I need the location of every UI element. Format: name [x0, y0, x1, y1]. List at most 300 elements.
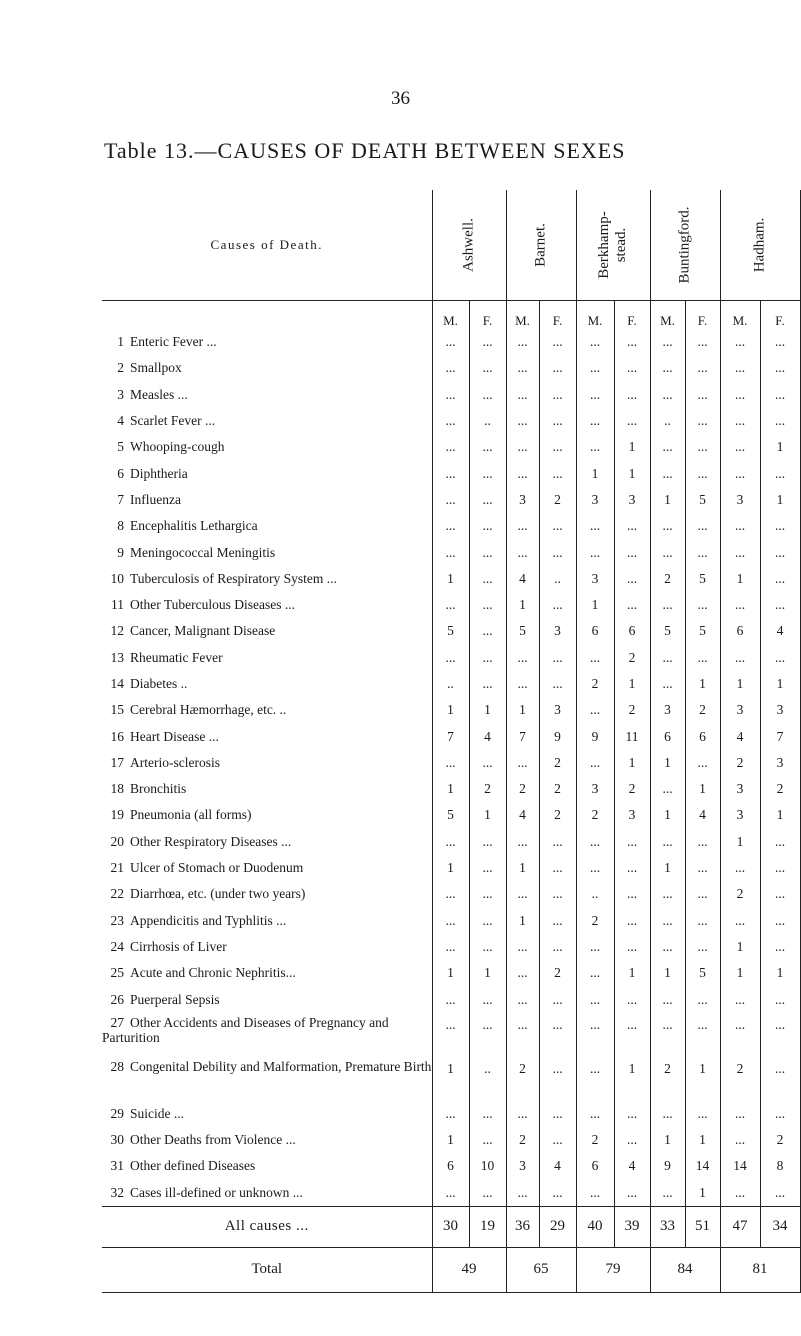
value-cell: 11 — [614, 723, 650, 749]
table-row — [102, 960, 800, 986]
causes-of-death-table — [102, 190, 790, 1293]
table-title: Table 13.—CAUSES OF DEATH BETWEEN SEXES — [104, 138, 626, 163]
value-cell: ... — [650, 776, 685, 802]
row-number: 19 — [110, 807, 124, 823]
cause-cell — [102, 697, 432, 723]
value-cell: ... — [506, 1013, 539, 1057]
value-cell: ... — [469, 986, 506, 1012]
cause-name: Cancer, Malignant Disease — [130, 623, 276, 639]
table-row — [102, 1057, 800, 1101]
value-cell: ... — [432, 382, 469, 408]
value-cell: 2 — [614, 645, 650, 671]
value-cell: ... — [720, 355, 760, 381]
row-number: 20 — [110, 833, 124, 849]
value-cell: ... — [539, 855, 576, 881]
value-cell: 1 — [685, 776, 720, 802]
sex-label-m: M. — [506, 301, 539, 330]
all-causes-value: 33 — [650, 1206, 685, 1247]
value-cell: ... — [720, 513, 760, 539]
sex-label-m: M. — [432, 301, 469, 330]
value-cell: ... — [506, 408, 539, 434]
row-number: 30 — [110, 1132, 124, 1148]
cause-name: Measles ... — [130, 386, 188, 402]
cause-name: Heart Disease ... — [130, 728, 219, 744]
value-cell: ... — [760, 855, 800, 881]
value-cell: 1 — [685, 1057, 720, 1101]
row-number: 28 — [110, 1058, 124, 1074]
value-cell: 4 — [760, 618, 800, 644]
value-cell: ... — [760, 645, 800, 671]
value-cell: 3 — [720, 776, 760, 802]
value-cell: ... — [614, 1013, 650, 1057]
value-cell: 3 — [760, 750, 800, 776]
cause-name: Other Tuberculous Diseases ... — [130, 597, 295, 613]
value-cell: ... — [614, 986, 650, 1012]
value-cell: 1 — [650, 960, 685, 986]
value-cell: .. — [469, 1057, 506, 1101]
value-cell: ... — [685, 934, 720, 960]
value-cell: 3 — [720, 487, 760, 513]
value-cell: 14 — [720, 1153, 760, 1179]
value-cell: ... — [539, 513, 576, 539]
value-cell: 1 — [614, 960, 650, 986]
value-cell: 1 — [650, 855, 685, 881]
all-causes-value: 30 — [432, 1206, 469, 1247]
value-cell: 6 — [432, 1153, 469, 1179]
value-cell: ... — [685, 829, 720, 855]
cause-cell — [102, 802, 432, 828]
cause-name: Pneumonia (all forms) — [130, 807, 252, 823]
value-cell: ... — [760, 908, 800, 934]
value-cell: ... — [506, 460, 539, 486]
value-cell: ... — [469, 329, 506, 355]
value-cell: ... — [720, 1101, 760, 1127]
value-cell: 1 — [760, 802, 800, 828]
table-row — [102, 829, 800, 855]
value-cell: 3 — [720, 697, 760, 723]
value-cell: 5 — [506, 618, 539, 644]
value-cell: ... — [539, 934, 576, 960]
value-cell: .. — [539, 566, 576, 592]
value-cell: ... — [685, 855, 720, 881]
value-cell: 1 — [506, 592, 539, 618]
value-cell: ... — [576, 1180, 614, 1207]
district-header-buntingford: Buntingford. — [650, 190, 720, 301]
value-cell: 1 — [432, 960, 469, 986]
value-cell: ... — [432, 829, 469, 855]
value-cell: ... — [432, 1013, 469, 1057]
value-cell: ... — [539, 408, 576, 434]
value-cell: ... — [576, 750, 614, 776]
row-number: 2 — [117, 360, 124, 376]
value-cell: ... — [720, 645, 760, 671]
value-cell: ... — [650, 986, 685, 1012]
table-row — [102, 329, 800, 355]
value-cell: ... — [469, 566, 506, 592]
value-cell: ... — [469, 750, 506, 776]
value-cell: 6 — [650, 723, 685, 749]
value-cell: 7 — [506, 723, 539, 749]
value-cell: ... — [539, 881, 576, 907]
value-cell: 4 — [506, 566, 539, 592]
cause-name: Acute and Chronic Nephritis... — [130, 965, 296, 981]
value-cell: ... — [539, 1057, 576, 1101]
row-number: 23 — [110, 912, 124, 928]
value-cell: ... — [539, 829, 576, 855]
value-cell: ... — [506, 382, 539, 408]
value-cell: ... — [539, 1013, 576, 1057]
sex-label-f: F. — [539, 301, 576, 330]
value-cell: 3 — [506, 1153, 539, 1179]
cause-cell — [102, 960, 432, 986]
value-cell: ... — [469, 355, 506, 381]
value-cell: ... — [650, 592, 685, 618]
cause-name: Other Deaths from Violence ... — [130, 1132, 296, 1148]
value-cell: 3 — [614, 487, 650, 513]
value-cell: ... — [469, 1013, 506, 1057]
value-cell: ... — [432, 934, 469, 960]
value-cell: 1 — [432, 566, 469, 592]
value-cell: .. — [576, 881, 614, 907]
value-cell: ... — [506, 881, 539, 907]
sex-label-f: F. — [614, 301, 650, 330]
value-cell: 3 — [576, 487, 614, 513]
value-cell: ... — [760, 355, 800, 381]
cause-name: Other Respiratory Diseases ... — [130, 833, 292, 849]
value-cell: 1 — [650, 487, 685, 513]
row-number: 8 — [117, 518, 124, 534]
total-value: 81 — [720, 1247, 800, 1292]
value-cell: 2 — [469, 776, 506, 802]
all-causes-value: 29 — [539, 1206, 576, 1247]
value-cell: ... — [506, 1101, 539, 1127]
value-cell: ... — [685, 1101, 720, 1127]
cause-name: Other defined Diseases — [130, 1158, 256, 1174]
value-cell: ... — [432, 908, 469, 934]
value-cell: 4 — [506, 802, 539, 828]
value-cell: ... — [539, 539, 576, 565]
row-number: 32 — [110, 1184, 124, 1200]
value-cell: 2 — [506, 1057, 539, 1101]
all-causes-value: 47 — [720, 1206, 760, 1247]
table-row — [102, 566, 800, 592]
value-cell: ... — [539, 1101, 576, 1127]
value-cell: ... — [506, 750, 539, 776]
value-cell: 2 — [506, 776, 539, 802]
cause-name: Whooping-cough — [130, 439, 225, 455]
cause-name: Bronchitis — [130, 781, 187, 797]
table-row — [102, 645, 800, 671]
value-cell: ... — [576, 829, 614, 855]
value-cell: ... — [539, 671, 576, 697]
table-row — [102, 539, 800, 565]
value-cell: ... — [539, 986, 576, 1012]
value-cell: ... — [685, 908, 720, 934]
row-number: 16 — [110, 728, 124, 744]
value-cell: 2 — [720, 750, 760, 776]
total-value: 65 — [506, 1247, 576, 1292]
value-cell: 5 — [432, 618, 469, 644]
table-row — [102, 487, 800, 513]
value-cell: ... — [576, 645, 614, 671]
row-number: 21 — [110, 860, 124, 876]
value-cell: ... — [720, 855, 760, 881]
value-cell: ... — [432, 513, 469, 539]
value-cell: ... — [469, 934, 506, 960]
value-cell: ... — [469, 1180, 506, 1207]
value-cell: ... — [432, 1180, 469, 1207]
cause-name: Influenza — [130, 491, 181, 507]
value-cell: ... — [614, 539, 650, 565]
table-row — [102, 618, 800, 644]
value-cell: ... — [685, 408, 720, 434]
value-cell: ... — [685, 1013, 720, 1057]
row-number: 9 — [117, 544, 124, 560]
cause-name: Cirrhosis of Liver — [130, 938, 227, 954]
value-cell: 7 — [760, 723, 800, 749]
value-cell: 6 — [614, 618, 650, 644]
value-cell: ... — [432, 592, 469, 618]
value-cell: ... — [469, 618, 506, 644]
cause-cell — [102, 829, 432, 855]
cause-name: Puerperal Sepsis — [130, 991, 220, 1007]
cause-cell — [102, 723, 432, 749]
row-number: 14 — [110, 676, 124, 691]
value-cell: ... — [576, 408, 614, 434]
value-cell: ... — [650, 434, 685, 460]
value-cell: 1 — [614, 1057, 650, 1101]
value-cell: ... — [539, 434, 576, 460]
cause-cell — [102, 1180, 432, 1207]
value-cell: 6 — [576, 618, 614, 644]
row-number: 5 — [117, 439, 124, 455]
value-cell: 2 — [614, 697, 650, 723]
value-cell: 7 — [432, 723, 469, 749]
cause-cell — [102, 566, 432, 592]
row-number: 1 — [117, 334, 124, 350]
cause-name: Tuberculosis of Respiratory System ... — [130, 570, 337, 586]
value-cell: ... — [720, 1013, 760, 1057]
cause-rows — [102, 329, 800, 1206]
value-cell: ... — [576, 513, 614, 539]
value-cell: ... — [650, 908, 685, 934]
value-cell: 1 — [720, 566, 760, 592]
value-cell: ... — [685, 592, 720, 618]
all-causes-value: 19 — [469, 1206, 506, 1247]
table-row — [102, 881, 800, 907]
value-cell: ... — [720, 592, 760, 618]
value-cell: ... — [432, 487, 469, 513]
value-cell: 2 — [760, 776, 800, 802]
cause-cell — [102, 671, 432, 697]
value-cell: ... — [432, 329, 469, 355]
value-cell: ... — [539, 460, 576, 486]
value-cell: ... — [650, 1013, 685, 1057]
value-cell: ... — [650, 460, 685, 486]
total-value: 49 — [432, 1247, 506, 1292]
value-cell: ... — [614, 592, 650, 618]
all-causes-value: 34 — [760, 1206, 800, 1247]
value-cell: ... — [469, 539, 506, 565]
value-cell: ... — [469, 592, 506, 618]
value-cell: 10 — [469, 1153, 506, 1179]
value-cell: ... — [469, 513, 506, 539]
value-cell: ... — [432, 355, 469, 381]
row-number: 12 — [110, 623, 124, 639]
value-cell: ... — [650, 881, 685, 907]
value-cell: ... — [506, 671, 539, 697]
cause-name: Other Accidents and Diseases of Pregnancy and Parturition — [102, 1014, 389, 1045]
value-cell: ... — [469, 382, 506, 408]
table-row — [102, 408, 800, 434]
value-cell: ... — [760, 1101, 800, 1127]
value-cell: 2 — [576, 671, 614, 697]
value-cell: 2 — [720, 1057, 760, 1101]
value-cell: 3 — [760, 697, 800, 723]
value-cell: 5 — [685, 618, 720, 644]
value-cell: 9 — [576, 723, 614, 749]
value-cell: ... — [614, 908, 650, 934]
row-number: 27 — [110, 1014, 124, 1030]
value-cell: ... — [685, 513, 720, 539]
value-cell: ... — [614, 855, 650, 881]
value-cell: 9 — [650, 1153, 685, 1179]
district-header-row — [102, 190, 800, 301]
value-cell: ... — [506, 645, 539, 671]
value-cell: 1 — [506, 855, 539, 881]
value-cell: ... — [650, 539, 685, 565]
value-cell: ... — [539, 329, 576, 355]
value-cell: ... — [469, 645, 506, 671]
value-cell: 1 — [432, 776, 469, 802]
value-cell: 1 — [614, 671, 650, 697]
cause-name: Suicide ... — [130, 1105, 184, 1121]
value-cell: ... — [614, 408, 650, 434]
value-cell: ... — [576, 1013, 614, 1057]
cause-cell — [102, 592, 432, 618]
value-cell: ... — [760, 881, 800, 907]
value-cell: ... — [760, 1057, 800, 1101]
value-cell: 4 — [539, 1153, 576, 1179]
value-cell: ... — [539, 645, 576, 671]
cause-cell — [102, 645, 432, 671]
value-cell: ... — [506, 1180, 539, 1207]
table-row — [102, 355, 800, 381]
value-cell: ... — [614, 1180, 650, 1207]
value-cell: ... — [760, 1013, 800, 1057]
value-cell: 5 — [685, 487, 720, 513]
value-cell: 1 — [760, 487, 800, 513]
row-number: 25 — [110, 965, 124, 981]
value-cell: ... — [432, 881, 469, 907]
table-row — [102, 697, 800, 723]
row-number: 17 — [110, 754, 124, 770]
value-cell: ... — [614, 382, 650, 408]
value-cell: 1 — [685, 1180, 720, 1207]
value-cell: ... — [685, 986, 720, 1012]
value-cell: 1 — [685, 671, 720, 697]
cause-cell — [102, 618, 432, 644]
table-row — [102, 1127, 800, 1153]
value-cell: 1 — [614, 434, 650, 460]
row-number: 10 — [110, 570, 124, 586]
cause-cell — [102, 1153, 432, 1179]
value-cell: 1 — [576, 592, 614, 618]
row-number: 31 — [110, 1158, 124, 1174]
cause-name: Congenital Debility and Malformation, Premature Birth — [130, 1058, 432, 1074]
row-number: 22 — [110, 886, 124, 902]
value-cell: .. — [469, 408, 506, 434]
value-cell: 9 — [539, 723, 576, 749]
total-value: 84 — [650, 1247, 720, 1292]
cause-name: Diarrhœa, etc. (under two years) — [130, 886, 306, 902]
value-cell: ... — [614, 934, 650, 960]
value-cell: ... — [760, 539, 800, 565]
value-cell: ... — [760, 592, 800, 618]
value-cell: 2 — [539, 802, 576, 828]
value-cell: ... — [576, 355, 614, 381]
value-cell: 1 — [614, 460, 650, 486]
value-cell: 8 — [760, 1153, 800, 1179]
cause-cell — [102, 487, 432, 513]
value-cell: ... — [432, 645, 469, 671]
value-cell: ... — [685, 881, 720, 907]
value-cell: ... — [720, 408, 760, 434]
value-cell: ... — [432, 434, 469, 460]
value-cell: 1 — [720, 960, 760, 986]
value-cell: 3 — [576, 566, 614, 592]
cause-name: Cases ill-defined or unknown ... — [130, 1184, 303, 1200]
value-cell: 5 — [650, 618, 685, 644]
sex-header-row — [102, 301, 800, 330]
value-cell: ... — [506, 934, 539, 960]
all-causes-value: 36 — [506, 1206, 539, 1247]
value-cell: ... — [432, 408, 469, 434]
value-cell: ... — [614, 513, 650, 539]
value-cell: 1 — [720, 829, 760, 855]
value-cell: ... — [506, 986, 539, 1012]
all-causes-value: 39 — [614, 1206, 650, 1247]
all-causes-value: 51 — [685, 1206, 720, 1247]
value-cell: 2 — [539, 750, 576, 776]
district-header-hadham: Hadham. — [720, 190, 800, 301]
value-cell: 2 — [650, 1057, 685, 1101]
value-cell: 1 — [650, 750, 685, 776]
value-cell: ... — [432, 460, 469, 486]
cause-cell — [102, 355, 432, 381]
cause-cell — [102, 329, 432, 355]
value-cell: ... — [539, 355, 576, 381]
sex-label-m: M. — [720, 301, 760, 330]
cause-cell — [102, 382, 432, 408]
value-cell: ... — [650, 1101, 685, 1127]
value-cell: ... — [506, 829, 539, 855]
value-cell: ... — [576, 1101, 614, 1127]
table-row — [102, 1180, 800, 1207]
value-cell: ... — [539, 1127, 576, 1153]
value-cell: ... — [576, 934, 614, 960]
value-cell: ... — [650, 513, 685, 539]
value-cell: 6 — [685, 723, 720, 749]
value-cell: ... — [685, 460, 720, 486]
table-row — [102, 855, 800, 881]
value-cell: 4 — [614, 1153, 650, 1179]
row-number: 26 — [110, 991, 124, 1007]
cause-cell — [102, 513, 432, 539]
row-number: 7 — [117, 491, 124, 507]
table-row — [102, 1153, 800, 1179]
value-cell: 2 — [685, 697, 720, 723]
